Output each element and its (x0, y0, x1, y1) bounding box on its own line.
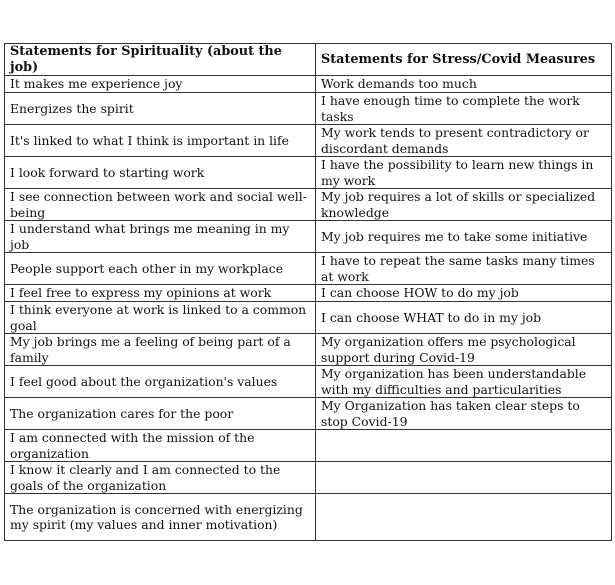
spirituality-statement: People support each other in my workplace (5, 253, 316, 285)
stress-statement: My organization offers me psychological support during Covid-19 (316, 334, 612, 366)
header-row (5, 44, 612, 76)
table-row (5, 189, 612, 221)
spirituality-statement: It makes me experience joy (5, 76, 316, 93)
table-row (5, 334, 612, 366)
stress-statement: My work tends to present contradictory or discordant demands (316, 125, 612, 157)
stress-statement: My job requires me to take some initiative (316, 221, 612, 253)
spirituality-statement: I see connection between work and social well-being (5, 189, 316, 221)
spirituality-statement: I know it clearly and I am connected to the goals of the organization (5, 462, 316, 494)
table-row (5, 494, 612, 541)
spirituality-statement: Energizes the spirit (5, 93, 316, 125)
table-row (5, 125, 612, 157)
spirituality-statement: I feel free to express my opinions at work (5, 285, 316, 302)
stress-statement (316, 430, 612, 462)
spirituality-statement: I look forward to starting work (5, 157, 316, 189)
spirituality-statement: It's linked to what I think is important in life (5, 125, 316, 157)
statements-table (4, 43, 612, 541)
stress-statement: Work demands too much (316, 76, 612, 93)
table-row (5, 366, 612, 398)
stress-statement: I have enough time to complete the work tasks (316, 93, 612, 125)
table-row (5, 253, 612, 285)
table-row (5, 302, 612, 334)
table-row (5, 221, 612, 253)
stress-statement: My organization has been understandable with my difficulties and particularities (316, 366, 612, 398)
spirituality-statement: I think everyone at work is linked to a common goal (5, 302, 316, 334)
spirituality-statement: I understand what brings me meaning in my job (5, 221, 316, 253)
table-row (5, 430, 612, 462)
header-stress-covid: Statements for Stress/Covid Measures (316, 44, 612, 76)
table-row (5, 157, 612, 189)
stress-statement: My job requires a lot of skills or specialized knowledge (316, 189, 612, 221)
stress-statement (316, 462, 612, 494)
header-spirituality: Statements for Spirituality (about the job) (5, 44, 316, 76)
stress-statement: My Organization has taken clear steps to stop Covid-19 (316, 398, 612, 430)
table-row (5, 462, 612, 494)
stress-statement: I have to repeat the same tasks many times at work (316, 253, 612, 285)
spirituality-statement: My job brings me a feeling of being part of a family (5, 334, 316, 366)
spirituality-statement: The organization cares for the poor (5, 398, 316, 430)
stress-statement: I can choose WHAT to do in my job (316, 302, 612, 334)
table-row (5, 76, 612, 93)
spirituality-statement: The organization is concerned with energizing my spirit (my values and inner motivation) (5, 494, 316, 541)
stress-statement (316, 494, 612, 541)
stress-statement: I have the possibility to learn new things in my work (316, 157, 612, 189)
table-row (5, 93, 612, 125)
spirituality-statement: I feel good about the organization's values (5, 366, 316, 398)
table-row (5, 398, 612, 430)
spirituality-statement: I am connected with the mission of the organization (5, 430, 316, 462)
table-row (5, 285, 612, 302)
stress-statement: I can choose HOW to do my job (316, 285, 612, 302)
